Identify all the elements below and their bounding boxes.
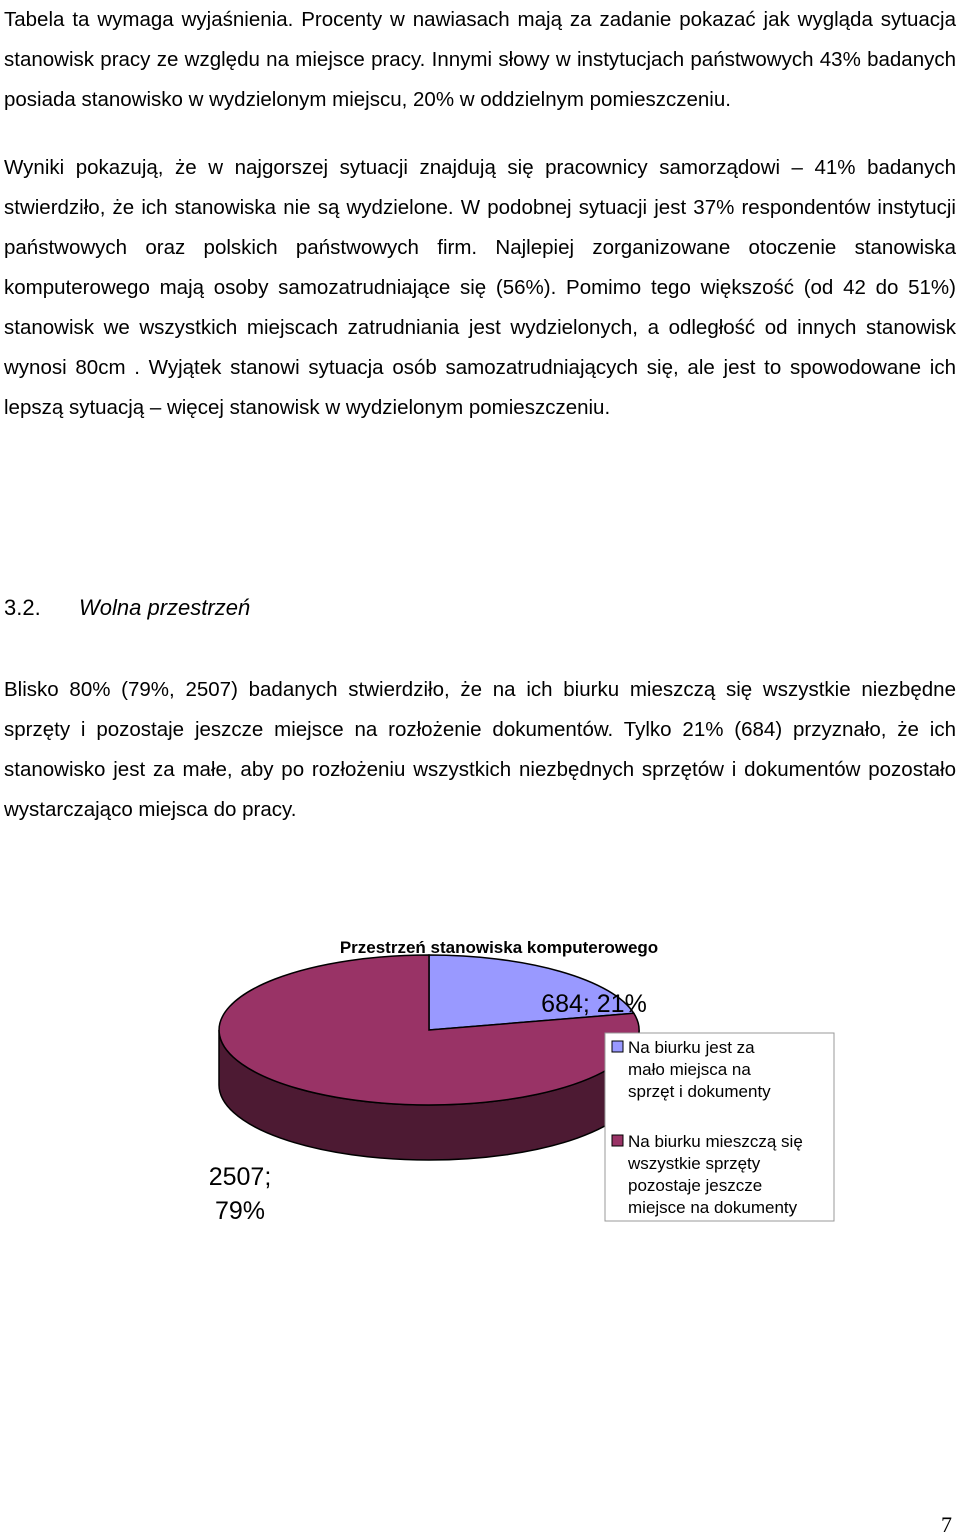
legend-line: wszystkie sprzęty [628, 1154, 761, 1173]
pie-chart [0, 925, 960, 1235]
chart-title: Przestrzeń stanowiska komputerowego [339, 938, 659, 957]
legend-line: mało miejsca na [628, 1060, 751, 1079]
paragraph-intro: Tabela ta wymaga wyjaśnienia. Procenty w nawiasach mają za zadanie pokazać jak wygląda sytuacja stanowisk pracy ze względu na miejsce pracy. Innymi słowy w instytucjach państwowych 43% badanych posiada stanowisko w wydzielonym miejscu, 20% w oddzielnym pomieszczeniu. [4, 8, 956, 111]
chart-legend [605, 1033, 834, 1221]
legend-line: Na biurku jest za [628, 1038, 755, 1057]
paragraph-free-space: Blisko 80% (79%, 2507) badanych stwierdziło, że na ich biurku mieszczą się wszystkie niezbędne sprzęty i pozostaje jeszcze miejsce na rozłożenie dokumentów. Tylko 21% (684) przyznało, że ich stanowisko jest za małe, aby po rozłożeniu wszystkich niezbędnych sprzętów i dokumentów pozostało wystarczająco miejsca do pracy. [4, 678, 956, 821]
page-number: 7 [941, 1512, 952, 1537]
section-number: 3.2. [4, 595, 41, 620]
legend-line: Na biurku mieszczą się [628, 1132, 803, 1151]
legend-swatch-2 [612, 1135, 623, 1146]
data-label-slice-1: 684; 21% [541, 990, 647, 1018]
legend-line: miejsce na dokumenty [628, 1198, 798, 1217]
section-title: Wolna przestrzeń [79, 595, 251, 620]
legend-swatch-1 [612, 1041, 623, 1052]
section-heading [4, 588, 250, 628]
data-label-slice-2-percent: 79% [214, 1197, 266, 1225]
legend-item-1 [628, 1038, 771, 1101]
data-label-slice-2-value: 2507; [208, 1163, 272, 1191]
legend-line: pozostaje jeszcze [628, 1176, 763, 1195]
legend-line: sprzęt i dokumenty [628, 1082, 771, 1101]
data-label-slice-2 [209, 1163, 272, 1225]
paragraph-results: Wyniki pokazują, że w najgorszej sytuacji znajdują się pracownicy samorządowi – 41% badanych stwierdziło, że ich stanowiska nie są wydzielone. W podobnej sytuacji jest 37% respondentów instytucji państwowych oraz polskich państwowych firm. Najlepiej zorganizowane otoczenie stanowiska komputerowego mają osoby samozatrudniające się (56%). Pomimo tego większość (od 42 do 51%) stanowisk we wszystkich miejscach zatrudniania jest wydzielonych, a odległość od innych stanowisk wynosi 80cm . Wyjątek stanowi sytuacja osób samozatrudniających się, ale jest to spowodowane ich lepszą sytuacją – więcej stanowisk w wydzielonym pomieszczeniu. [4, 156, 956, 419]
